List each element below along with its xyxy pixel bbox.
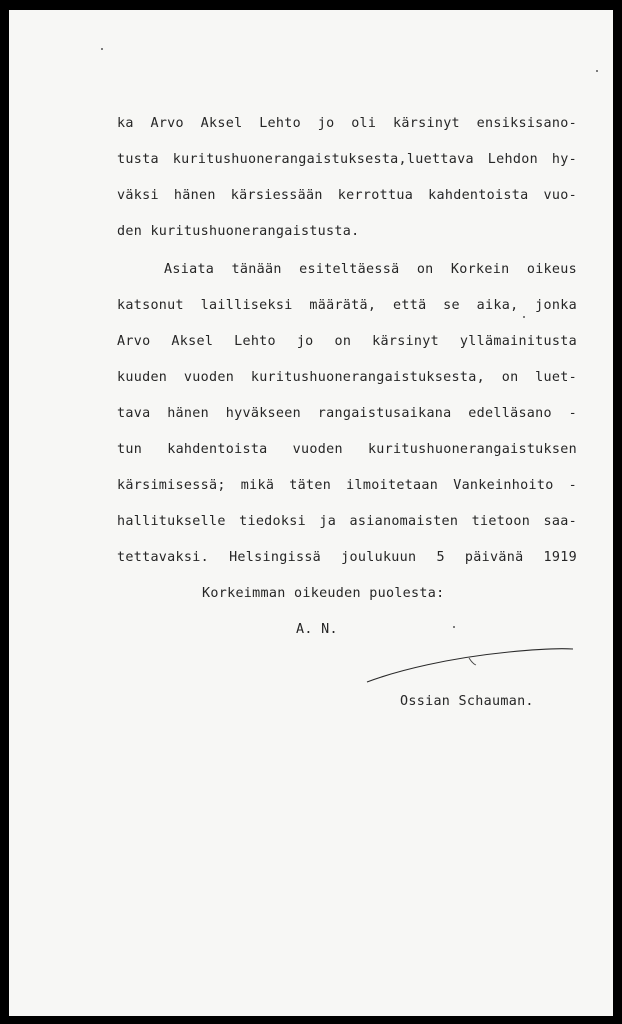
text-line-5: Asiata tänään esiteltäessä on Korkein oikeus — [164, 262, 577, 277]
text-line-4: den kuritushuonerangaistusta. — [117, 224, 360, 239]
paper-speck — [523, 316, 525, 318]
text-line-10: tun kahdentoista vuoden kuritushuonerangaistuksen — [117, 442, 577, 457]
text-line-1: ka Arvo Aksel Lehto jo oli kärsinyt ensiksisano- — [117, 116, 577, 131]
text-line-2: tusta kuritushuonerangaistuksesta,luettava Lehdon hy- — [117, 152, 577, 167]
text-line-13: tettavaksi. Helsingissä joulukuun 5 päivänä 1919 — [117, 550, 577, 565]
paper-speck — [453, 626, 455, 628]
text-line-11: kärsimisessä; mikä täten ilmoitetaan Vankeinhoito - — [117, 478, 577, 493]
closing-formula: Korkeimman oikeuden puolesta: — [202, 586, 445, 601]
text-line-9: tava hänen hyväkseen rangaistusaikana edelläsano - — [117, 406, 577, 421]
paper-speck — [596, 70, 598, 72]
text-line-8: kuuden vuoden kuritushuonerangaistuksesta, on luet- — [117, 370, 577, 385]
initials: A. N. — [296, 622, 338, 637]
text-line-7: Arvo Aksel Lehto jo on kärsinyt yllämainitusta — [117, 334, 577, 349]
document-page — [9, 10, 613, 1016]
signature-stroke — [359, 638, 579, 688]
signatory-name: Ossian Schauman. — [400, 694, 534, 709]
text-line-12: hallitukselle tiedoksi ja asianomaisten tietoon saa- — [117, 514, 577, 529]
text-line-3: väksi hänen kärsiessään kerrottua kahdentoista vuo- — [117, 188, 577, 203]
text-line-6: katsonut lailliseksi määrätä, että se aika, jonka — [117, 298, 577, 313]
paper-speck — [101, 48, 103, 50]
